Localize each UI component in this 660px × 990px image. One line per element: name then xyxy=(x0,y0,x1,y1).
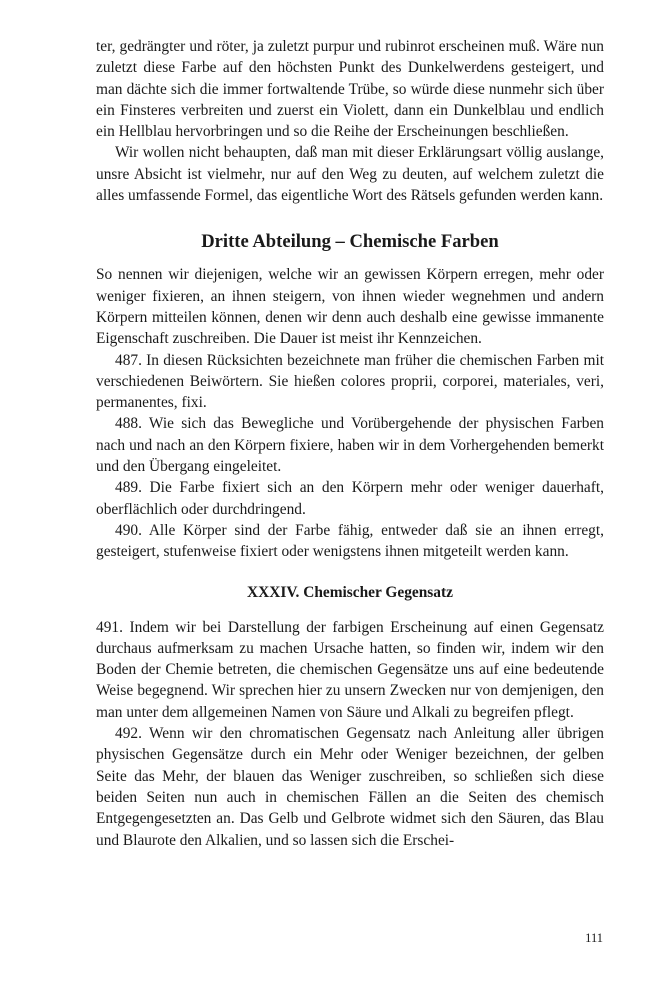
paragraph: Wir wollen nicht behaupten, daß man mit dieser Erklärungsart völlig auslange, unsre Absicht ist vielmehr, nur auf den Weg zu deuten, auf welchem zuletzt die alles umfassende Formel, das eigentliche Wort des Rätsels gefunden werden kann. xyxy=(96,144,604,205)
page-number: 111 xyxy=(585,931,603,945)
paragraph-489: 489. Die Farbe fixiert sich an den Körpern mehr oder weniger dauerhaft, oberflächlich oder durchdringend. xyxy=(96,479,604,518)
paragraph: ter, gedrängter und röter, ja zuletzt purpur und rubinrot erscheinen muß. Wäre nun zuletzt diese Farbe auf den höchsten Punkt des Dunkelwerdens gesteigert, und man dächte sich die immer fortwaltende Trübe, so würde diese nunmehr sich über ein Finsteres verbreiten und zuerst ein Violett, dann ein Dunkelblau und endlich ein Hellblau hervorbringen und so die Reihe der Erscheinungen beschließen. xyxy=(96,38,604,141)
chapter-body xyxy=(96,617,604,851)
paragraph-492: 492. Wenn wir den chromatischen Gegensatz nach Anleitung aller übrigen physischen Gegensätze durch ein Mehr oder Weniger bezeichnen, der gelben Seite das Mehr, der blauen das Weniger zuschreiben, so schließen sich diese beiden Seiten nun auch in chemischen Fällen an die Seiten des chemisch Entgegengesetzten an. Das Gelb und Gelbrote widmet sich den Säuren, das Blau und Blaurote den Alkalien, und so lassen sich die Erschei- xyxy=(96,725,604,849)
continuation-block xyxy=(96,36,604,206)
paragraph-487: 487. In diesen Rücksichten bezeichnete man früher die chemischen Farben mit verschiedenen Beiwörtern. Sie hießen colores proprii, corporei, materiales, veri, permanentes, fixi. xyxy=(96,351,604,412)
book-page xyxy=(96,36,604,851)
chapter-heading: XXXIV. Chemischer Gegensatz xyxy=(247,583,453,601)
paragraph-490: 490. Alle Körper sind der Farbe fähig, entweder daß sie an ihnen erregt, gesteigert, stufenweise fixiert oder wenigstens ihnen mitgeteilt werden kann. xyxy=(96,521,604,561)
paragraph: So nennen wir diejenigen, welche wir an gewissen Körpern erregen, mehr oder weniger fixieren, an ihnen steigern, von ihnen wieder wegnehmen und andern Körpern mitteilen können, denen wir denn auch deshalb eine gewisse immanente Eigenschaft zuschreiben. Die Dauer ist meist ihr Kennzeichen. xyxy=(96,266,604,348)
section-heading: Dritte Abteilung – Chemische Farben xyxy=(201,231,499,253)
paragraph-488: 488. Wie sich das Bewegliche und Vorübergehende der physischen Farben nach und nach an den Körpern fixiere, haben wir in dem Vorhergehenden bemerkt und den Übergang eingeleitet. xyxy=(96,415,604,476)
section-body xyxy=(96,264,604,562)
paragraph-491: 491. Indem wir bei Darstellung der farbigen Erscheinung auf einen Gegensatz durchaus aufmerksam zu machen Ursache hatten, so finden wir, indem wir den Boden der Chemie betreten, die chemischen Gegensätze uns auf eine bedeutende Weise begegnend. Wir sprechen hier zu unsern Zwecken nur von demjenigen, den man unter dem allgemeinen Namen von Säure und Alkali zu begreifen pflegt. xyxy=(96,618,604,721)
